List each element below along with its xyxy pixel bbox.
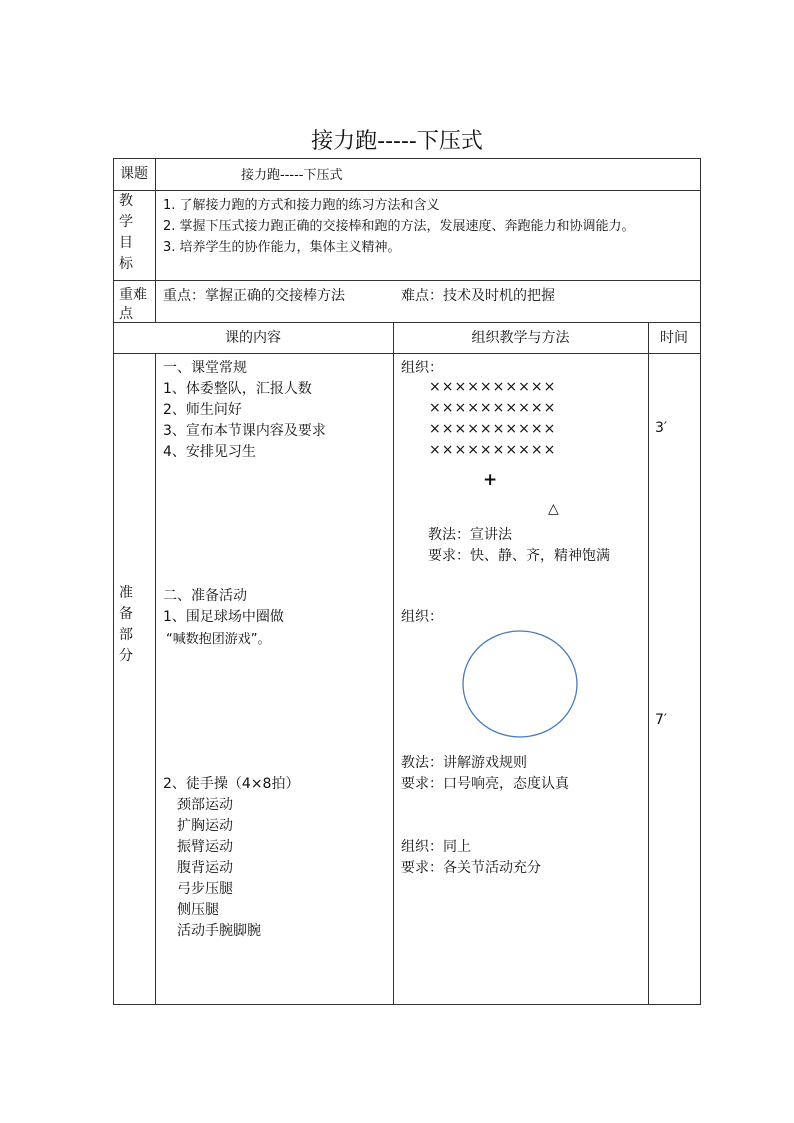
table-border-bottom [113, 1004, 701, 1005]
circle-formation-diagram [460, 628, 582, 742]
key-focus: 重点：掌握正确的交接棒方法 [163, 288, 345, 304]
formation-row: ×××××××××× [429, 379, 557, 395]
row-divider [113, 353, 701, 354]
topic-label: 课题 [120, 166, 148, 182]
requirement: 要求：快、静、齐，精神饱满 [428, 548, 610, 564]
topic-value: 接力跑-----下压式 [241, 168, 343, 183]
objective-item: 1. 了解接力跑的方式和接力跑的练习方法和含义 [163, 198, 440, 213]
organization-label: 组织： [401, 360, 443, 376]
routine-title: 一、课堂常规 [163, 360, 247, 376]
key-difficulty: 难点：技术及时机的把握 [401, 288, 555, 304]
requirement: 要求：各关节活动充分 [401, 860, 541, 876]
objective-item: 2. 掌握下压式接力跑正确的交接棒和跑的方法，发展速度、奔跑能力和协调能力。 [163, 219, 635, 234]
routine-item: 2、师生问好 [163, 402, 242, 418]
warmup-item-sub: “喊数抱团游戏”。 [166, 632, 271, 647]
time-value: 3′ [655, 420, 668, 436]
organization-label: 组织： [401, 609, 443, 625]
header-time: 时间 [660, 330, 688, 346]
formation-row: ×××××××××× [429, 400, 557, 416]
teacher-position-mark: + [483, 470, 498, 490]
exercise-title: 2、徒手操（4×8拍） [163, 776, 300, 792]
table-border-right [700, 158, 701, 1005]
table-border-top [113, 158, 701, 159]
key-points-label-line1: 重难 [119, 287, 147, 303]
table-border-left [113, 158, 114, 1005]
center-circle [463, 631, 577, 737]
key-points-label-line2: 点 [119, 306, 133, 322]
col-divider [648, 322, 649, 1005]
warmup-title: 二、准备活动 [163, 588, 247, 604]
requirement: 要求：口号响亮，态度认真 [401, 776, 569, 792]
objective-item: 3. 培养学生的协作能力，集体主义精神。 [163, 240, 401, 255]
exercise-item: 活动手腕脚腕 [177, 923, 261, 939]
col-divider [155, 353, 156, 1005]
header-method: 组织教学与方法 [471, 330, 570, 346]
teaching-method: 教法：讲解游戏规则 [401, 755, 527, 771]
routine-item: 1、体委整队，汇报人数 [163, 381, 312, 397]
organization-note: 组织：同上 [401, 839, 471, 855]
exercise-item: 腹背运动 [177, 860, 233, 876]
routine-item: 4、安排见习生 [163, 444, 256, 460]
row-divider [113, 190, 701, 191]
formation-row: ×××××××××× [429, 421, 557, 437]
routine-item: 3、宣布本节课内容及要求 [163, 423, 326, 439]
warmup-item: 1、围足球场中圈做 [163, 609, 284, 625]
page-title: 接力跑-----下压式 [311, 129, 483, 154]
row-divider [113, 280, 701, 281]
objectives-label: 教 学 目 标 [119, 193, 133, 272]
formation-row: ×××××××××× [429, 442, 557, 458]
exercise-item: 弓步压腿 [177, 881, 233, 897]
exercise-item: 侧压腿 [177, 902, 219, 918]
col-divider [155, 158, 156, 322]
exercise-item: 颈部运动 [177, 797, 233, 813]
exercise-item: 扩胸运动 [177, 818, 233, 834]
col-divider [393, 322, 394, 1005]
row-divider [113, 322, 701, 323]
section-label: 准 备 部 分 [119, 585, 133, 664]
exercise-item: 振臂运动 [177, 839, 233, 855]
header-content: 课的内容 [225, 330, 281, 346]
teaching-method: 教法：宣讲法 [428, 527, 512, 543]
time-value: 7′ [655, 712, 668, 728]
triangle-marker: △ [548, 501, 559, 517]
